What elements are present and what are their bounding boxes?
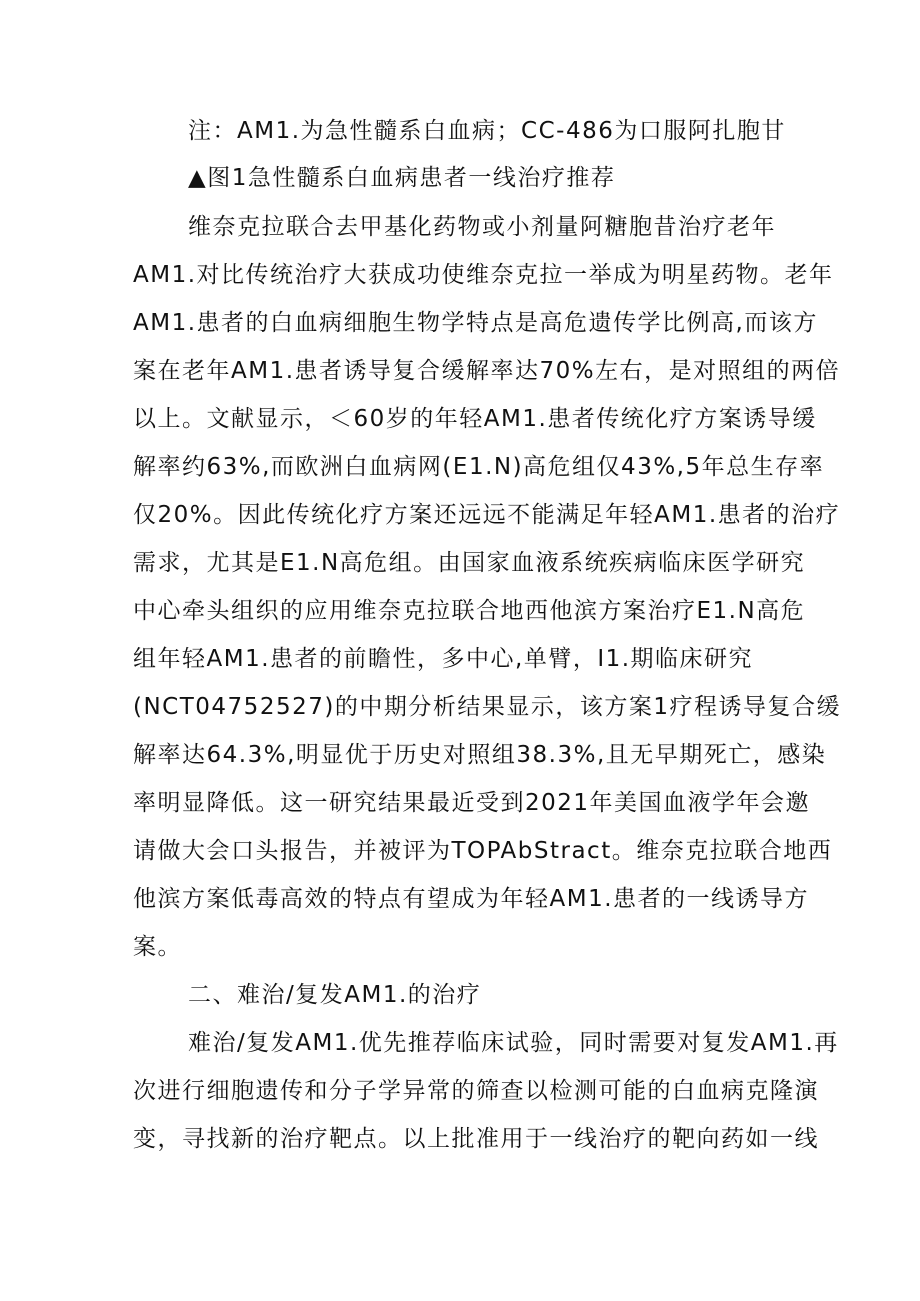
paragraph-line: 次进行细胞遗传和分子学异常的筛查以检测可能的白血病克隆演 — [133, 1078, 819, 1104]
paragraph-line: 解率达64.3%,明显优于历史对照组38.3%,且无早期死亡，感染 — [133, 742, 827, 768]
paragraph-line: 中心牵头组织的应用维奈克拉联合地西他滨方案治疗E1.N高危 — [133, 598, 806, 624]
paragraph-line: 他滨方案低毒高效的特点有望成为年轻AM1.患者的一线诱导方 — [133, 886, 810, 912]
paragraph-line: 率明显降低。这一研究结果最近受到2021年美国血液学年会邀 — [133, 790, 811, 816]
paragraph-line: AM1.患者的白血病细胞生物学特点是高危遗传学比例高,而该方 — [133, 310, 818, 336]
paragraph-line: AM1.对比传统治疗大获成功使维奈克拉一举成为明星药物。老年 — [133, 262, 834, 288]
paragraph-line: 组年轻AM1.患者的前瞻性，多中心,单臂，I1.期临床研究 — [133, 646, 754, 672]
paragraph-line: 难治/复发AM1.优先推荐临床试验，同时需要对复发AM1.再 — [188, 1030, 839, 1056]
paragraph-line: (NCT04752527)的中期分析结果显示，该方案1疗程诱导复合缓 — [133, 694, 841, 720]
figure-note: 注：AM1.为急性髓系白血病；CC-486为口服阿扎胞甘 — [188, 118, 786, 144]
paragraph-line: 解率约63%,而欧洲白血病网(E1.N)高危组仅43%,5年总生存率 — [133, 454, 825, 480]
paragraph-line: 案在老年AM1.患者诱导复合缓解率达70%左右，是对照组的两倍 — [133, 358, 841, 384]
paragraph-line: 需求，尤其是E1.N高危组。由国家血液系统疾病临床医学研究 — [133, 550, 806, 576]
paragraph-line: 请做大会口头报告，并被评为TOPAbStract。维奈克拉联合地西 — [133, 838, 833, 864]
paragraph-line: 仅20%。因此传统化疗方案还远远不能满足年轻AM1.患者的治疗 — [133, 502, 841, 528]
section-heading: 二、难治/复发AM1.的治疗 — [188, 982, 482, 1008]
paragraph-line: 案。 — [133, 934, 182, 960]
paragraph-line: 变，寻找新的治疗靶点。以上批准用于一线治疗的靶向药如一线 — [133, 1126, 819, 1152]
paragraph-line: 以上。文献显示，＜60岁的年轻AM1.患者传统化疗方案诱导缓 — [133, 406, 817, 432]
figure-caption: ▲图1急性髓系白血病患者一线治疗推荐 — [188, 165, 616, 191]
paragraph-line: 维奈克拉联合去甲基化药物或小剂量阿糖胞昔治疗老年 — [188, 214, 776, 240]
